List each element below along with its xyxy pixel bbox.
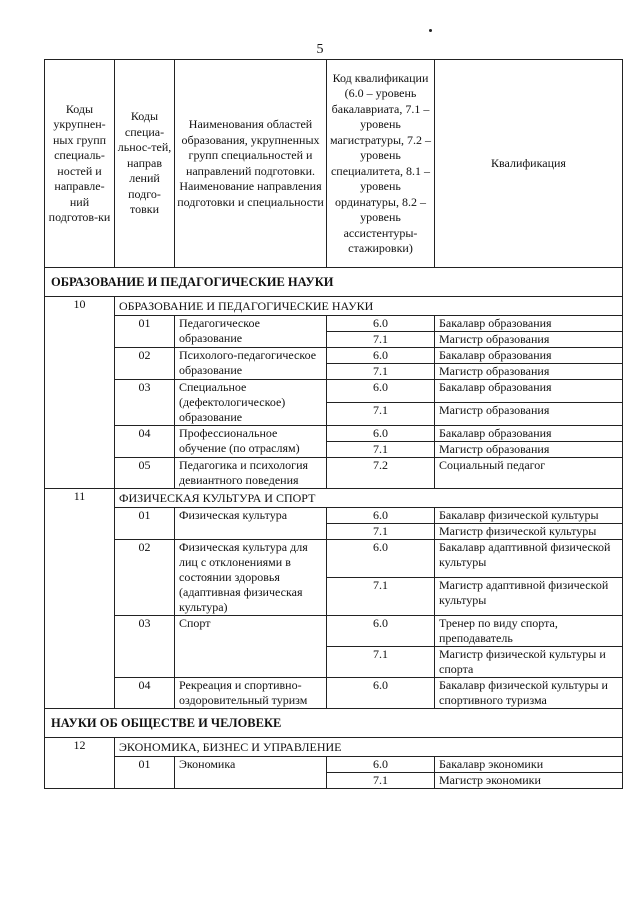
qualification-name: Бакалавр физической культуры и спортивного туризма: [435, 678, 623, 709]
qualification-name: Магистр образования: [435, 442, 623, 458]
qualification-level: 6.0: [327, 540, 435, 578]
specialty-name: Специальное (дефектологическое) образование: [175, 380, 327, 426]
qualification-level: 7.1: [327, 578, 435, 616]
specialty-code: 01: [115, 508, 175, 540]
qualification-name: Бакалавр образования: [435, 316, 623, 332]
qualification-name: Бакалавр адаптивной физической культуры: [435, 540, 623, 578]
header-qualification: Квалификация: [435, 60, 623, 268]
header-row: [45, 60, 623, 268]
qualification-level: 7.1: [327, 332, 435, 348]
table-row: [45, 540, 623, 578]
qualifications-table: [44, 59, 623, 789]
group-title: ЭКОНОМИКА, БИЗНЕС И УПРАВЛЕНИЕ: [115, 738, 623, 757]
qualification-name: Бакалавр экономики: [435, 757, 623, 773]
qualification-level: 6.0: [327, 380, 435, 403]
table-row: [45, 380, 623, 403]
qualification-level: 6.0: [327, 426, 435, 442]
specialty-name: Профессиональное обучение (по отраслям): [175, 426, 327, 458]
specialty-code: 01: [115, 316, 175, 348]
table-row: [45, 757, 623, 773]
specialty-code: 02: [115, 540, 175, 616]
header-names: Наименования областей образования, укрупненных групп специальностей и направлений подготовки. Наименование направления подготовки и специальности: [175, 60, 327, 268]
area-title: НАУКИ ОБ ОБЩЕСТВЕ И ЧЕЛОВЕКЕ: [45, 709, 623, 738]
table-row: [45, 426, 623, 442]
table-row: [45, 458, 623, 489]
specialty-name: Спорт: [175, 616, 327, 678]
table-row: [45, 678, 623, 709]
qualification-name: Социальный педагог: [435, 458, 623, 489]
table-body: [45, 60, 623, 789]
header-group-codes: Коды укрупнен-ных групп специаль-ностей и направле-ний подготов-ки: [45, 60, 115, 268]
group-code: 10: [45, 297, 115, 489]
qualification-name: Магистр физической культуры: [435, 524, 623, 540]
area-row: [45, 709, 623, 738]
page-number: 5: [316, 42, 324, 57]
group-code: 11: [45, 489, 115, 709]
qualification-name: Магистр образования: [435, 403, 623, 426]
specialty-code: 05: [115, 458, 175, 489]
qualification-name: Бакалавр образования: [435, 380, 623, 403]
qualification-name: Магистр образования: [435, 364, 623, 380]
qualification-name: Магистр экономики: [435, 773, 623, 789]
specialty-code: 03: [115, 380, 175, 426]
group-code: 12: [45, 738, 115, 789]
specialty-code: 02: [115, 348, 175, 380]
specialty-name: Педагогика и психология девиантного поведения: [175, 458, 327, 489]
specialty-code: 01: [115, 757, 175, 789]
qualification-level: 6.0: [327, 678, 435, 709]
specialty-name: Экономика: [175, 757, 327, 789]
area-row: [45, 268, 623, 297]
header-specialty-codes: Коды специа-льнос-тей, направ лений подго-товки: [115, 60, 175, 268]
specialty-name: Рекреация и спортивно-оздоровительный туризм: [175, 678, 327, 709]
group-row: [45, 489, 623, 508]
qualification-level: 7.1: [327, 773, 435, 789]
specialty-name: Педагогическое образование: [175, 316, 327, 348]
qualification-name: Магистр физической культуры и спорта: [435, 647, 623, 678]
table-row: [45, 508, 623, 524]
qualification-name: Магистр образования: [435, 332, 623, 348]
qualification-level: 6.0: [327, 508, 435, 524]
specialty-code: 03: [115, 616, 175, 678]
qualification-level: 7.2: [327, 458, 435, 489]
scan-dot: [429, 29, 432, 32]
qualification-level: 7.1: [327, 442, 435, 458]
specialty-code: 04: [115, 426, 175, 458]
qualification-level: 7.1: [327, 647, 435, 678]
specialty-name: Психолого-педагогическое образование: [175, 348, 327, 380]
group-row: [45, 738, 623, 757]
group-row: [45, 297, 623, 316]
qualification-level: 6.0: [327, 316, 435, 332]
qualification-name: Бакалавр образования: [435, 426, 623, 442]
group-title: ОБРАЗОВАНИЕ И ПЕДАГОГИЧЕСКИЕ НАУКИ: [115, 297, 623, 316]
group-title: ФИЗИЧЕСКАЯ КУЛЬТУРА И СПОРТ: [115, 489, 623, 508]
qualification-level: 6.0: [327, 348, 435, 364]
table-row: [45, 616, 623, 647]
table-row: [45, 348, 623, 364]
area-title: ОБРАЗОВАНИЕ И ПЕДАГОГИЧЕСКИЕ НАУКИ: [45, 268, 623, 297]
qualification-level: 6.0: [327, 616, 435, 647]
qualification-name: Тренер по виду спорта, преподаватель: [435, 616, 623, 647]
qualification-name: Магистр адаптивной физической культуры: [435, 578, 623, 616]
qualification-level: 6.0: [327, 757, 435, 773]
qualification-level: 7.1: [327, 403, 435, 426]
specialty-name: Физическая культура: [175, 508, 327, 540]
specialty-name: Физическая культура для лиц с отклонениями в состоянии здоровья (адаптивная физическая культура): [175, 540, 327, 616]
specialty-code: 04: [115, 678, 175, 709]
table-row: [45, 316, 623, 332]
qualification-name: Бакалавр образования: [435, 348, 623, 364]
qualification-level: 7.1: [327, 364, 435, 380]
qualification-name: Бакалавр физической культуры: [435, 508, 623, 524]
header-qualification-code: Код квалификации (6.0 – уровень бакалавриата, 7.1 – уровень магистратуры, 7.2 – уровень специалитета, 8.1 – уровень ординатуры, 8.2 – уровень ассистентуры-стажировки): [327, 60, 435, 268]
qualification-level: 7.1: [327, 524, 435, 540]
